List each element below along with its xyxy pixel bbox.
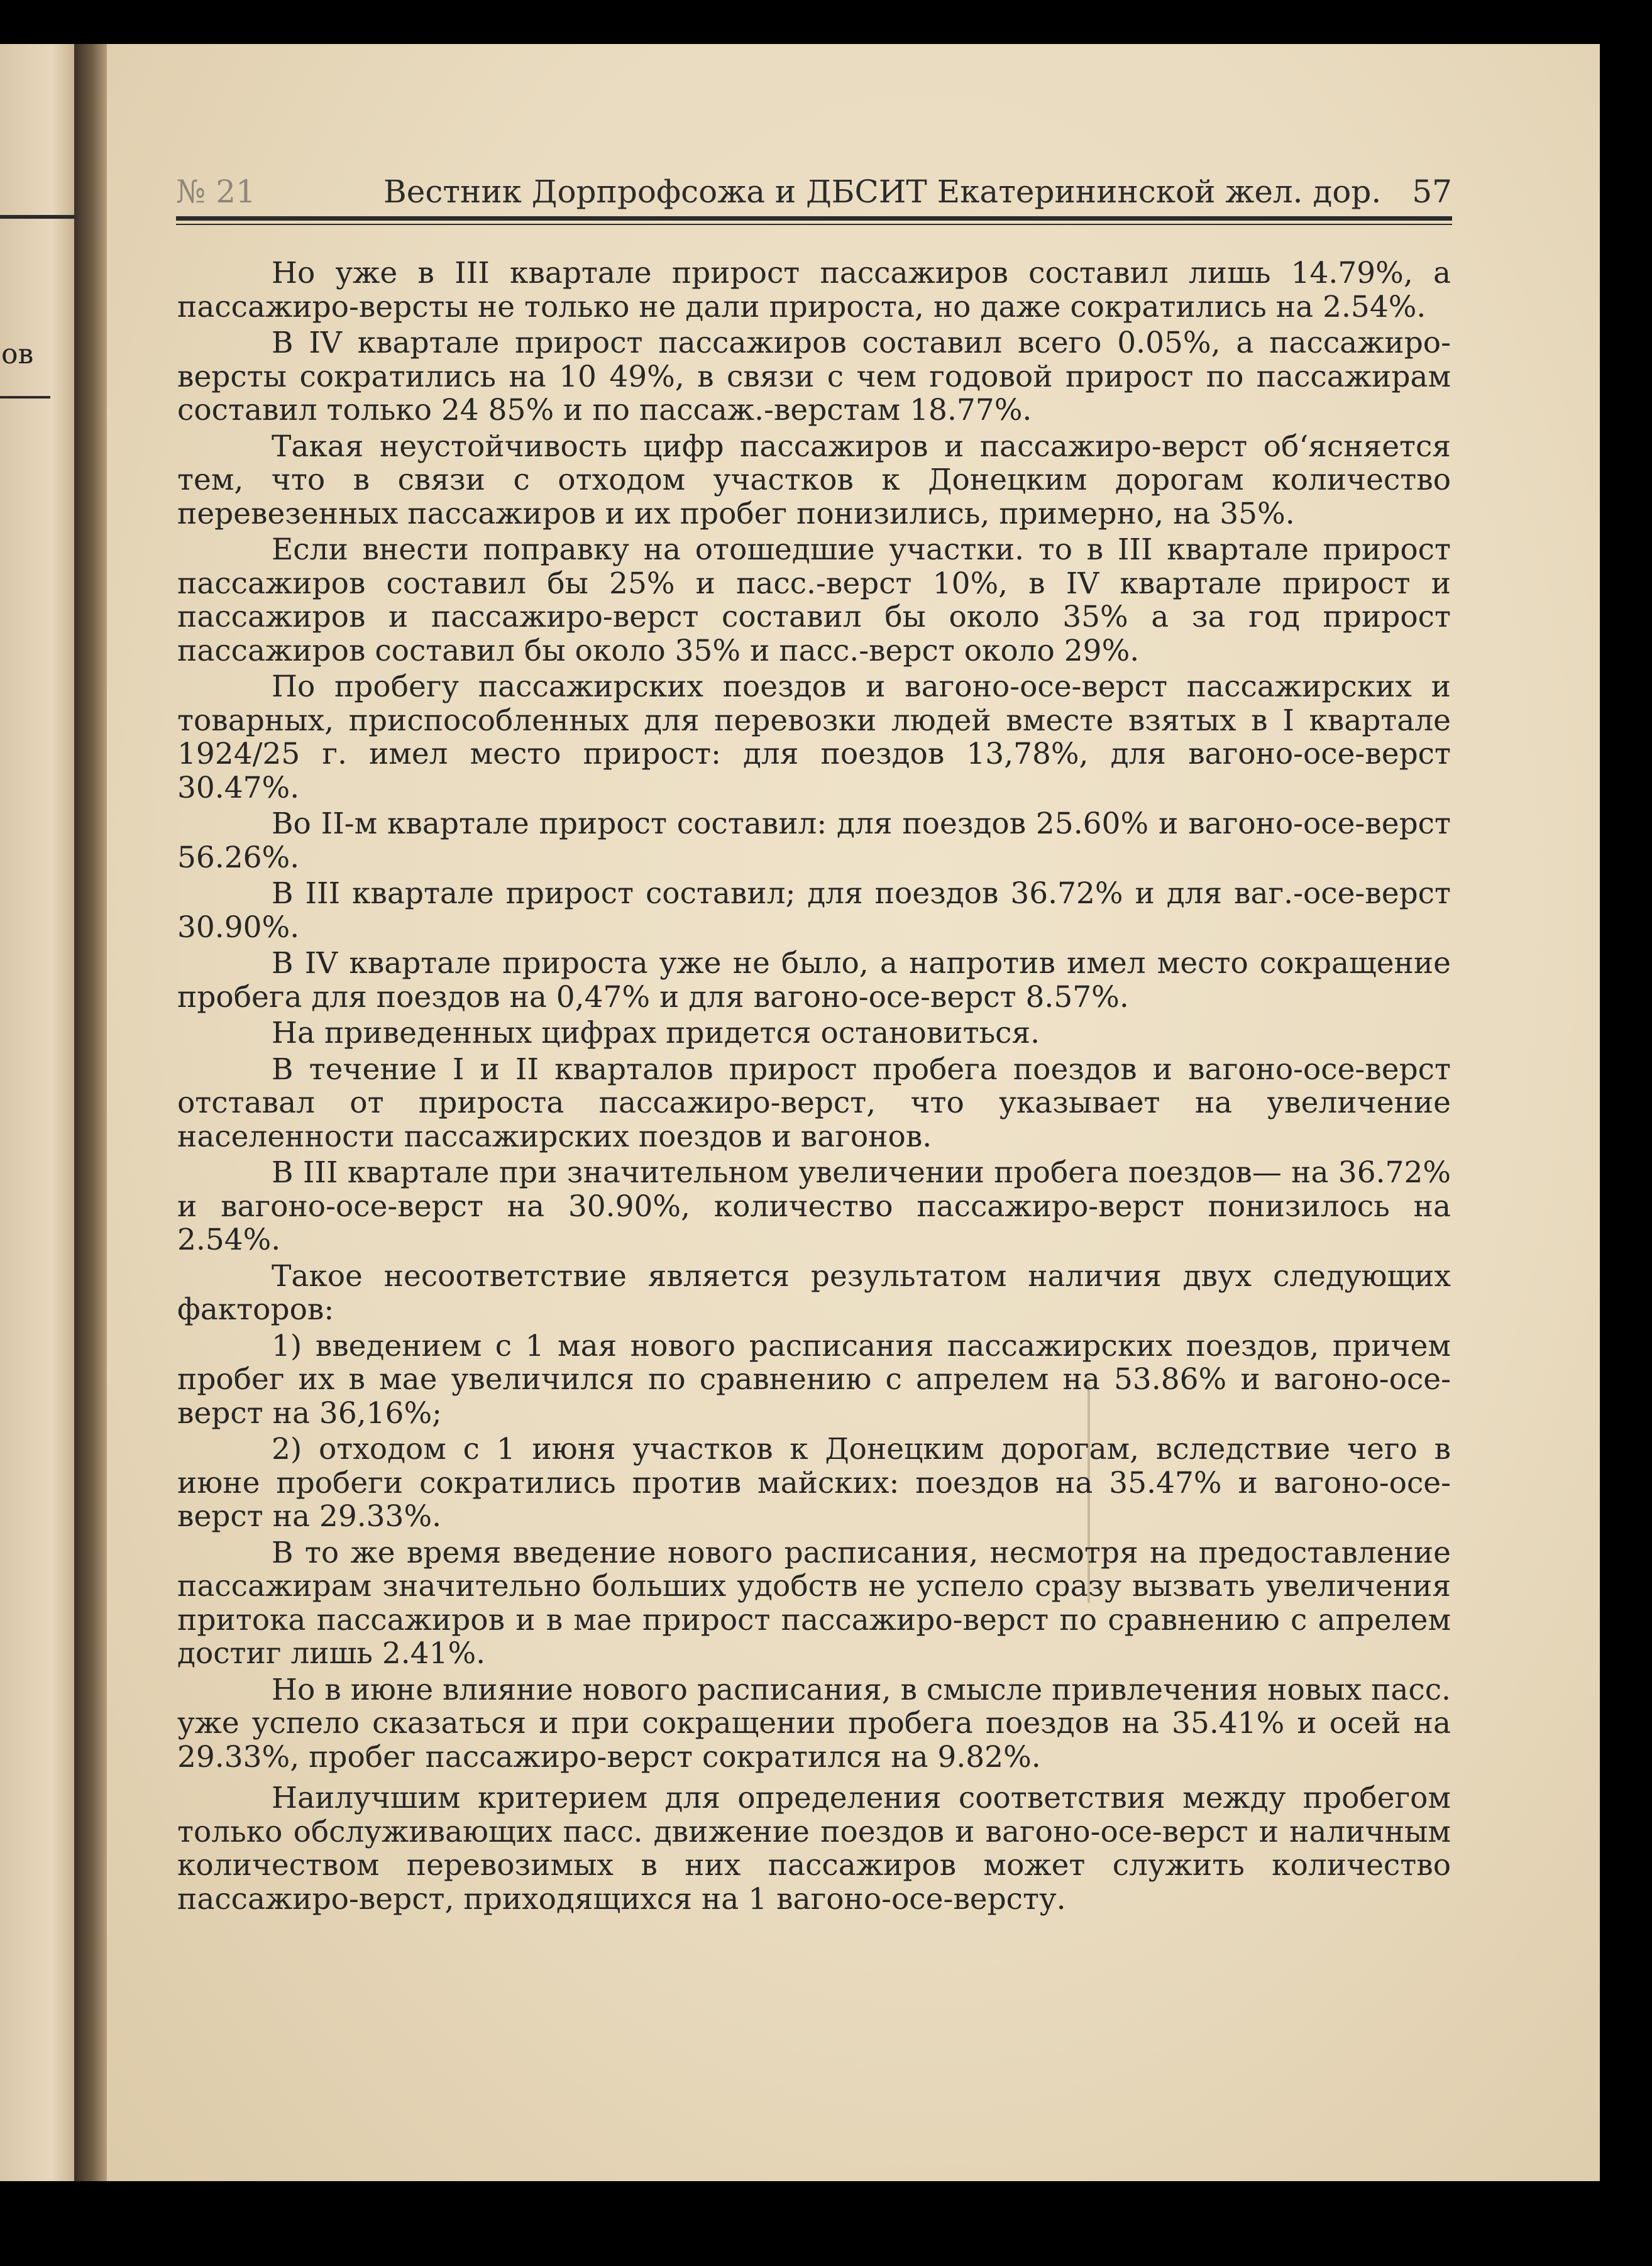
book-spine	[74, 44, 107, 2181]
journal-title: Вестник Дорпрофсожа и ДБСИТ Екатерининской жел. дор.	[383, 173, 1382, 210]
paragraph: Но в июне влияние нового расписания, в смысле привлечения новых пасс. уже успело сказаться и при сокращении пробега поездов на 35.41% и осей на 29.33%, пробег пассажиро-верст сократился на 9.82%.	[177, 1672, 1451, 1774]
previous-page-edge	[0, 44, 74, 2181]
paragraph: Такое несоответствие является результатом наличия двух следующих факторов:	[177, 1258, 1451, 1327]
article-body	[177, 256, 1451, 1918]
paragraph: В III квартале при значительном увеличении пробега поездов— на 36.72% и вагоно-осе-верст на 30.90%, количество пассажиро-верст понизилось на 2.54%.	[177, 1155, 1451, 1257]
scanner-border-top	[0, 0, 1652, 44]
header-rule	[176, 216, 1452, 221]
header-rule-thin	[176, 224, 1452, 225]
paragraph: На приведенных цифрах придется остановиться.	[272, 1016, 1040, 1050]
paragraph: В IV квартале прироста уже не было, а напротив имел место сокращение пробега для поездов на 0,47% и для вагоно-осе-верст 8.57%.	[177, 946, 1451, 1015]
previous-page-fragment: ов	[1, 338, 34, 370]
paragraph: 1) введением с 1 мая нового расписания пассажирских поездов, причем пробег их в мае увеличился по сравнению с апрелем на 53.86% и вагоно-осе-верст на 36,16%;	[177, 1328, 1451, 1431]
scanner-border-right	[1600, 0, 1652, 2266]
previous-page-rule	[0, 215, 74, 219]
paragraph: 2) отходом с 1 июня участков к Донецким дорогам, вследствие чего в июне пробеги сократились против майских: поездов на 35.47% и вагоно-осе-верст на 29.33%.	[177, 1432, 1451, 1534]
paragraph: Во II-м квартале прирост составил: для поездов 25.60% и вагоно-осе-верст 56.26%.	[177, 806, 1451, 875]
paragraph: В IV квартале прирост пассажиров составил всего 0.05%, а пассажиро-версты сократились на 10 49%, в связи с чем годовой прирост по пассажирам составил только 24 85% и по пассаж.-верстам 18.77%.	[177, 326, 1451, 427]
issue-number: № 21	[176, 173, 256, 210]
paragraph: В то же время введение нового расписания, несмотря на предоставление пассажирам значительно больших удобств не успело сразу вызвать увеличения притока пассажиров и в мае прирост пассажиро-верст по сравнению с апрелем достиг лишь 2.41%.	[177, 1535, 1451, 1671]
page-number: 57	[1412, 173, 1452, 210]
paragraph: Если внести поправку на отошедшие участки. то в III квартале прирост пассажиров составил бы 25% и пасс.-верст 10%, в IV квартале прирост и пассажиров и пассажиро-верст составил бы около 35% а за год прирост пассажиров составил бы около 35% и пасс.-верст около 29%.	[177, 532, 1451, 668]
running-header	[176, 170, 1452, 214]
paragraph: По пробегу пассажирских поездов и вагоно-осе-верст пассажирских и товарных, приспособленных для перевозки людей вместе взятых в I квартале 1924/25 г. имел место прирост: для поездов 13,78%, для вагоно-осе-верст 30.47%.	[177, 669, 1451, 805]
paragraph: Но уже в III квартале прирост пассажиров составил лишь 14.79%, а пассажиро-версты не только не дали прироста, но даже сократились на 2.54%.	[177, 256, 1451, 324]
paragraph: В течение I и II кварталов прирост пробега поездов и вагоно-осе-верст отставал от прироста пассажиро-верст, что указывает на увеличение населенности пассажирских поездов и вагонов.	[177, 1052, 1451, 1154]
previous-page-dash	[0, 396, 50, 399]
paragraph: Наилучшим критерием для определения соответствия между пробегом только обслуживающих пасс. движение поездов и вагоно-осе-верст и наличным количеством перевозимых в них пассажиров может служить количество пассажиро-верст, приходящихся на 1 вагоно-осе-версту.	[177, 1781, 1451, 1917]
paragraph: В III квартале прирост составил; для поездов 36.72% и для ваг.-осе-верст 30.90%.	[177, 876, 1451, 945]
scanner-border-bottom	[0, 2181, 1652, 2266]
paragraph: Такая неустойчивость цифр пассажиров и пассажиро-верст об‘ясняется тем, что в связи с отходом участков к Донецким дорогам количество перевезенных пассажиров и их пробег понизились, примерно, на 35%.	[177, 429, 1451, 531]
